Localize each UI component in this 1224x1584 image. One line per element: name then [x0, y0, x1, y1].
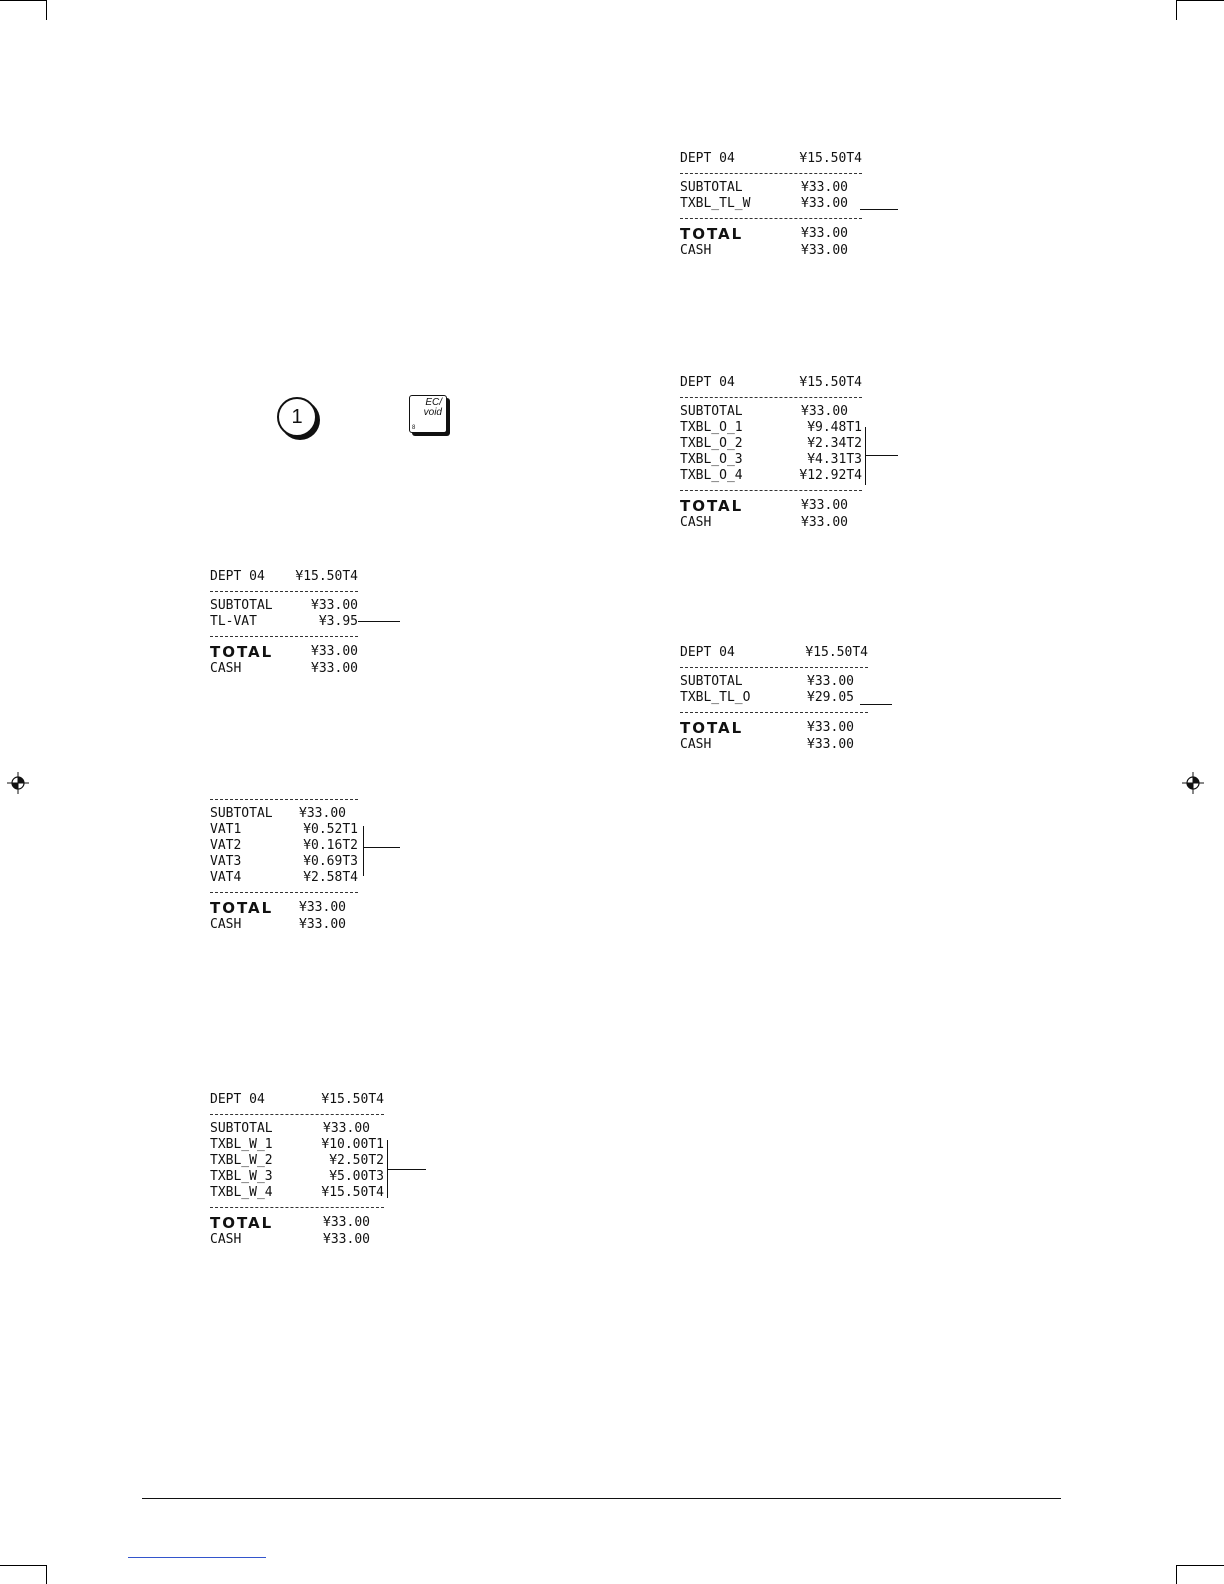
- line-label: DEPT 04: [210, 569, 265, 584]
- line-label: TXBL_O_2: [680, 436, 743, 451]
- receipt-line: [210, 917, 358, 933]
- receipt-line: [210, 1169, 384, 1185]
- receipt-line: [680, 468, 862, 484]
- line-label: TOTAL: [680, 225, 744, 243]
- line-label: TOTAL: [210, 899, 274, 917]
- ec-void-key-label: EC/ void: [423, 397, 442, 418]
- receipt-total-line: [210, 899, 358, 917]
- line-label: CASH: [210, 1232, 242, 1247]
- line-amount: ¥9.48T1: [807, 420, 862, 435]
- line-label: SUBTOTAL: [210, 1121, 273, 1136]
- line-label: SUBTOTAL: [210, 598, 273, 613]
- line-amount: ¥10.00T1: [321, 1137, 384, 1152]
- line-label: VAT1: [210, 822, 242, 837]
- line-amount: ¥0.52T1: [303, 822, 358, 837]
- crop-mark-bottom-left-vertical: [46, 1565, 47, 1584]
- line-label: TXBL_W_4: [210, 1185, 273, 1200]
- receipt-total-line: [680, 497, 862, 515]
- callout-bracket: [363, 826, 364, 876]
- line-amount: ¥33.00: [299, 900, 346, 915]
- line-label: DEPT 04: [680, 151, 735, 166]
- line-label: TL-VAT: [210, 614, 257, 629]
- line-label: TOTAL: [680, 719, 744, 737]
- ec-void-key-sublabel: 8: [412, 425, 416, 431]
- dashed-separator: [680, 667, 868, 668]
- crop-mark-top-right-vertical: [1176, 0, 1177, 20]
- line-amount: ¥15.50T4: [321, 1092, 384, 1107]
- line-amount: ¥2.34T2: [807, 436, 862, 451]
- line-amount: ¥33.00: [801, 226, 848, 241]
- line-amount: ¥33.00: [807, 720, 854, 735]
- receipt-line: [210, 1137, 384, 1153]
- dashed-separator: [680, 218, 862, 219]
- line-label: CASH: [680, 243, 712, 258]
- crop-mark-top-left-vertical: [46, 0, 47, 20]
- line-label: SUBTOTAL: [680, 404, 743, 419]
- dashed-separator: [680, 712, 868, 713]
- receipt-line: [210, 870, 358, 886]
- line-amount: ¥33.00: [311, 598, 358, 613]
- line-label: TXBL_TL_O: [680, 690, 751, 705]
- dashed-separator: [210, 591, 358, 592]
- line-amount: ¥15.50T4: [799, 375, 862, 390]
- callout-pointer: [388, 1169, 426, 1170]
- crop-mark-bottom-right: [1176, 1565, 1224, 1566]
- line-amount: ¥2.58T4: [303, 870, 358, 885]
- crop-mark-bottom-left: [0, 1565, 46, 1566]
- line-label: TXBL_O_3: [680, 452, 743, 467]
- line-label: TOTAL: [210, 1214, 274, 1232]
- line-label: SUBTOTAL: [680, 674, 743, 689]
- line-amount: ¥15.50T4: [295, 569, 358, 584]
- receipt-line: [210, 1092, 384, 1108]
- registration-mark-right-icon: [1182, 772, 1204, 794]
- line-amount: ¥15.50T4: [799, 151, 862, 166]
- receipt-line: [680, 515, 862, 531]
- receipt-line: [210, 569, 358, 585]
- line-label: TXBL_O_1: [680, 420, 743, 435]
- receipt-txbl-tl-o: [680, 645, 868, 753]
- line-label: VAT3: [210, 854, 242, 869]
- receipt-line: [680, 196, 862, 212]
- line-label: TOTAL: [680, 497, 744, 515]
- line-label: VAT4: [210, 870, 242, 885]
- crop-mark-bottom-right-vertical: [1176, 1565, 1177, 1584]
- dashed-separator: [210, 636, 358, 637]
- receipt-total-line: [680, 719, 868, 737]
- line-amount: ¥33.00: [801, 180, 848, 195]
- crop-mark-top-right: [1176, 0, 1224, 1]
- receipt-line: [210, 614, 358, 630]
- dashed-separator: [210, 1207, 384, 1208]
- line-amount: ¥33.00: [311, 661, 358, 676]
- line-label: DEPT 04: [680, 645, 735, 660]
- line-label: TXBL_TL_W: [680, 196, 751, 211]
- line-label: TXBL_W_1: [210, 1137, 273, 1152]
- receipt-line: [680, 436, 862, 452]
- receipt-line: [210, 1185, 384, 1201]
- receipt-line: [680, 737, 868, 753]
- receipt-line: [680, 243, 862, 259]
- registration-mark-left-icon: [7, 772, 29, 794]
- line-label: SUBTOTAL: [210, 806, 273, 821]
- dashed-separator: [680, 490, 862, 491]
- line-amount: ¥33.00: [807, 737, 854, 752]
- line-amount: ¥33.00: [801, 515, 848, 530]
- footer-rule: [142, 1498, 1061, 1499]
- line-label: CASH: [680, 515, 712, 530]
- line-label: DEPT 04: [210, 1092, 265, 1107]
- receipt-line: [680, 690, 868, 706]
- line-label: TXBL_W_3: [210, 1169, 273, 1184]
- line-label: TXBL_O_4: [680, 468, 743, 483]
- line-label: CASH: [210, 661, 242, 676]
- line-amount: ¥0.16T2: [303, 838, 358, 853]
- dashed-separator: [680, 173, 862, 174]
- line-label: DEPT 04: [680, 375, 735, 390]
- receipt-txbl-tl-w: [680, 151, 862, 259]
- line-amount: ¥33.00: [311, 644, 358, 659]
- line-amount: ¥29.05: [807, 690, 854, 705]
- callout-pointer: [860, 209, 898, 210]
- dashed-separator: [210, 1114, 384, 1115]
- receipt-line: [680, 452, 862, 468]
- receipt-txbl-w: [210, 1092, 384, 1248]
- line-amount: ¥15.50T4: [321, 1185, 384, 1200]
- callout-pointer: [860, 704, 892, 705]
- receipt-line: [680, 151, 862, 167]
- line-amount: ¥15.50T4: [805, 645, 868, 660]
- receipt-line: [210, 1232, 384, 1248]
- callout-pointer: [364, 847, 400, 848]
- number-key-1: 1: [277, 397, 317, 437]
- line-amount: ¥33.00: [807, 674, 854, 689]
- line-amount: ¥0.69T3: [303, 854, 358, 869]
- line-label: CASH: [210, 917, 242, 932]
- crop-mark-top-left: [0, 0, 46, 1]
- receipt-vat-rates: [210, 795, 358, 933]
- receipt-total-line: [210, 1214, 384, 1232]
- line-amount: ¥2.50T2: [329, 1153, 384, 1168]
- line-label: CASH: [680, 737, 712, 752]
- dashed-separator: [680, 397, 862, 398]
- receipt-total-line: [210, 643, 358, 661]
- bottom-link-underline: [128, 1557, 266, 1558]
- receipt-total-line: [680, 225, 862, 243]
- receipt-line: [680, 674, 868, 690]
- receipt-line: [210, 1153, 384, 1169]
- line-amount: ¥5.00T3: [329, 1169, 384, 1184]
- line-amount: ¥33.00: [801, 404, 848, 419]
- receipt-line: [210, 838, 358, 854]
- line-amount: ¥4.31T3: [807, 452, 862, 467]
- line-label: TOTAL: [210, 643, 274, 661]
- dashed-separator: [210, 892, 358, 893]
- line-amount: ¥33.00: [299, 806, 346, 821]
- receipt-line: [680, 645, 868, 661]
- line-label: TXBL_W_2: [210, 1153, 273, 1168]
- receipt-line: [680, 404, 862, 420]
- line-label: VAT2: [210, 838, 242, 853]
- receipt-tl-vat: [210, 569, 358, 677]
- receipt-txbl-o: [680, 375, 862, 531]
- line-amount: ¥33.00: [323, 1215, 370, 1230]
- callout-pointer: [866, 455, 898, 456]
- receipt-line: [680, 420, 862, 436]
- receipt-line: [210, 854, 358, 870]
- receipt-line: [680, 180, 862, 196]
- line-amount: ¥33.00: [323, 1232, 370, 1247]
- line-amount: ¥33.00: [801, 243, 848, 258]
- ec-void-key: [409, 395, 447, 433]
- line-label: SUBTOTAL: [680, 180, 743, 195]
- line-amount: ¥33.00: [801, 498, 848, 513]
- callout-bracket: [865, 427, 866, 485]
- line-amount: ¥33.00: [801, 196, 848, 211]
- receipt-line: [210, 661, 358, 677]
- line-amount: ¥33.00: [323, 1121, 370, 1136]
- dashed-separator: [210, 799, 358, 800]
- callout-pointer: [358, 621, 400, 622]
- line-amount: ¥33.00: [299, 917, 346, 932]
- receipt-line: [680, 375, 862, 391]
- receipt-line: [210, 822, 358, 838]
- receipt-line: [210, 598, 358, 614]
- receipt-line: [210, 1121, 384, 1137]
- receipt-line: [210, 806, 358, 822]
- line-amount: ¥12.92T4: [799, 468, 862, 483]
- line-amount: ¥3.95: [318, 614, 358, 629]
